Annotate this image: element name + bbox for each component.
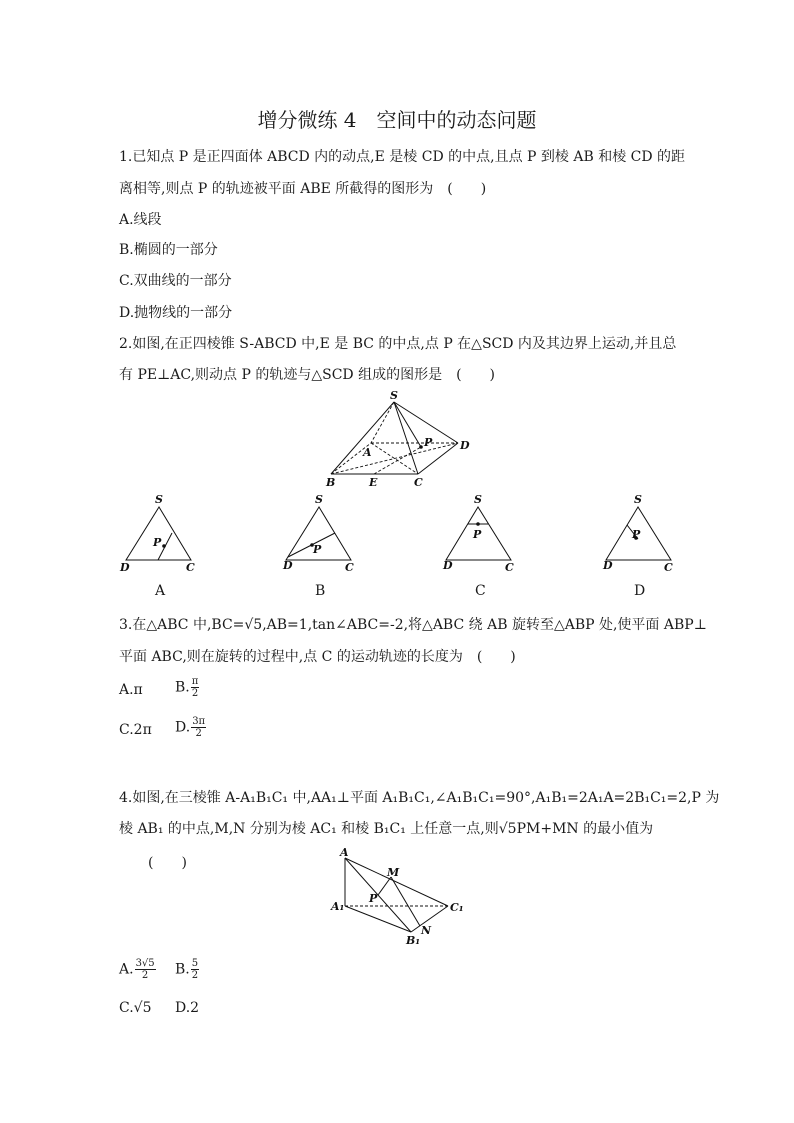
fraction-denominator: 2 <box>195 728 202 739</box>
q4-label-n: N <box>421 924 432 937</box>
q2-option-c-figure[interactable] <box>434 490 524 576</box>
q3-option-a[interactable]: A.π <box>119 682 143 698</box>
q4-stem-line1: 4.如图,在三棱锥 A-A₁B₁C₁ 中,AA₁⊥平面 A₁B₁C₁,∠A₁B₁C₁=90°,A₁B₁=2A₁A=2B₁C₁=2,P 为 <box>119 790 720 806</box>
option-d-label-c: C <box>664 561 673 574</box>
fraction-denominator: 2 <box>191 970 199 981</box>
option-a-label-d: D <box>120 561 130 574</box>
fraction-numerator: 3π <box>192 716 206 727</box>
option-b-label-s: S <box>315 493 323 506</box>
q2-label-b: B <box>326 476 336 489</box>
q4-label-b1: B₁ <box>406 934 421 947</box>
option-c-label-s: S <box>474 493 482 506</box>
q4-label-p: P <box>369 892 378 905</box>
option-a-label-s: S <box>155 493 163 506</box>
q3-option-d-fraction <box>191 716 206 739</box>
q1-option-c[interactable]: C.双曲线的一部分 <box>119 273 232 289</box>
q2-pyramid-figure <box>320 388 480 490</box>
q4-option-d[interactable]: D.2 <box>175 1000 200 1016</box>
fraction-denominator: 2 <box>191 688 199 699</box>
q2-option-d-figure[interactable] <box>594 490 684 576</box>
option-b-label-p: P <box>313 543 322 556</box>
q4-option-a-fraction <box>135 958 156 981</box>
q2-label-s: S <box>390 389 398 402</box>
q3-option-c[interactable]: C.2π <box>119 722 152 738</box>
q4-option-b-fraction <box>191 958 199 981</box>
option-b-label-d: D <box>283 559 293 572</box>
q4-option-b-prefix: B. <box>175 961 190 978</box>
q4-label-c1: C₁ <box>450 901 464 914</box>
option-c-label-d: D <box>443 559 453 572</box>
q3-option-b[interactable] <box>175 676 199 699</box>
option-d-label-p: P <box>632 528 641 541</box>
q1-stem-line1: 1.已知点 P 是正四面体 ABCD 内的动点,E 是棱 CD 的中点,且点 P 到棱 AB 和棱 CD 的距 <box>119 149 686 165</box>
option-b-label-c: C <box>345 561 354 574</box>
q3-option-d[interactable] <box>175 716 206 739</box>
q4-stem-line3: ( ) <box>148 855 187 871</box>
q3-option-b-fraction <box>191 676 200 699</box>
option-a-label-p: P <box>153 536 162 549</box>
q2-label-c: C <box>414 476 423 489</box>
q2-option-d-caption[interactable]: D <box>634 583 646 599</box>
q3-stem-line1: 3.在△ABC 中,BC=√5,AB=1,tan∠ABC=-2,将△ABC 绕 AB 旋转至△ABP 处,使平面 ABP⊥ <box>119 617 707 633</box>
q2-stem-line2: 有 PE⊥AC,则动点 P 的轨迹与△SCD 组成的图形是 ( ) <box>119 367 496 383</box>
q2-option-b-caption[interactable]: B <box>315 583 326 599</box>
q2-option-b-figure[interactable] <box>274 490 364 576</box>
q2-option-a-caption[interactable]: A <box>155 583 166 599</box>
q1-stem-line2: 离相等,则点 P 的轨迹被平面 ABE 所截得的图形为 ( ) <box>119 181 487 197</box>
q1-option-a[interactable]: A.线段 <box>119 212 162 228</box>
q4-option-a-prefix: A. <box>119 961 134 978</box>
q2-option-a-figure[interactable] <box>114 490 204 576</box>
fraction-numerator: 5 <box>191 958 199 969</box>
q2-label-e: E <box>369 476 378 489</box>
q4-label-a1: A₁ <box>331 900 345 913</box>
fraction-numerator: π <box>191 676 199 687</box>
q1-option-b[interactable]: B.椭圆的一部分 <box>119 242 218 258</box>
fraction-numerator: 3√5 <box>135 958 155 969</box>
option-a-label-c: C <box>186 561 195 574</box>
q3-stem-line2: 平面 ABC,则在旋转的过程中,点 C 的运动轨迹的长度为 ( ) <box>119 649 516 665</box>
q2-label-p: P <box>424 436 433 449</box>
q2-label-d: D <box>460 439 470 452</box>
option-c-label-p: P <box>473 528 482 541</box>
q4-label-m: M <box>387 866 400 879</box>
q4-option-a[interactable] <box>119 958 156 981</box>
q2-label-a: A <box>363 446 372 459</box>
q4-label-a: A <box>340 846 349 859</box>
option-c-label-c: C <box>505 561 514 574</box>
q3-option-d-prefix: D. <box>175 719 191 736</box>
q4-option-c[interactable]: C.√5 <box>119 1000 152 1016</box>
q3-option-b-prefix: B. <box>175 679 190 696</box>
q4-option-b[interactable] <box>175 958 199 981</box>
q4-pyramid-figure <box>328 842 468 948</box>
q4-stem-line2: 棱 AB₁ 的中点,M,N 分别为棱 AC₁ 和棱 B₁C₁ 上任意一点,则√5PM+MN 的最小值为 <box>119 821 654 837</box>
option-d-label-d: D <box>603 559 613 572</box>
q2-stem-line1: 2.如图,在正四棱锥 S-ABCD 中,E 是 BC 的中点,点 P 在△SCD 内及其边界上运动,并且总 <box>119 336 677 352</box>
page-title: 增分微练 4 空间中的动态问题 <box>257 108 537 132</box>
option-d-label-s: S <box>634 493 642 506</box>
fraction-denominator: 2 <box>141 970 149 981</box>
q1-option-d[interactable]: D.抛物线的一部分 <box>119 305 233 321</box>
q2-option-c-caption[interactable]: C <box>475 583 486 599</box>
